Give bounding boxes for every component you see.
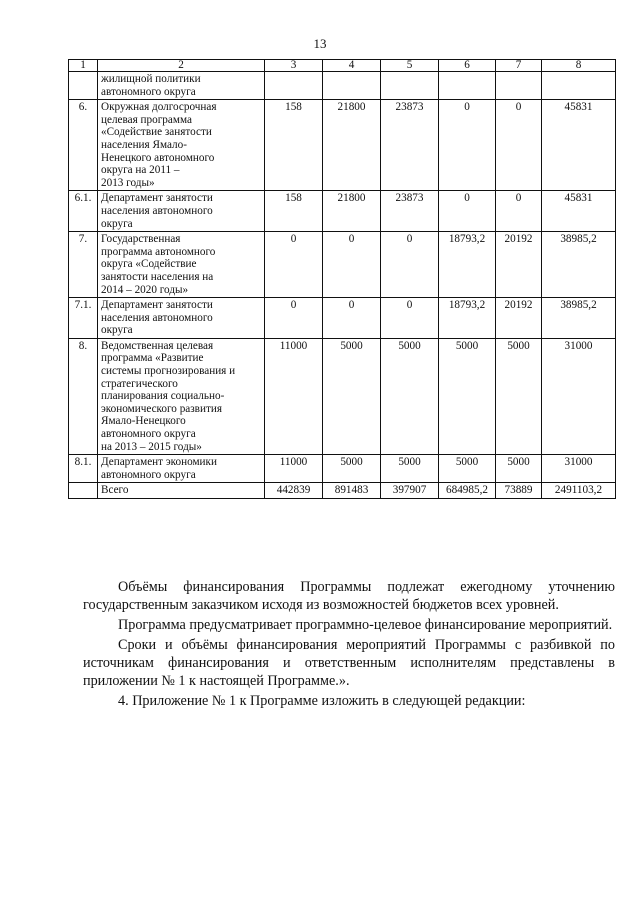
row-name: Всего bbox=[98, 483, 265, 499]
cell-col-6: 684985,2 bbox=[439, 483, 496, 499]
table-total-row bbox=[69, 483, 616, 499]
table-row bbox=[69, 100, 616, 191]
table-row bbox=[69, 72, 616, 100]
cell-col-7: 73889 bbox=[496, 483, 542, 499]
cell-col-7 bbox=[496, 72, 542, 100]
cell-col-4: 5000 bbox=[323, 455, 381, 483]
header-col-8: 8 bbox=[542, 60, 616, 72]
row-index bbox=[69, 72, 98, 100]
paragraph-funding-terms: Сроки и объёмы финансирования мероприятий Программы с разбивкой по источникам финансирования и ответственным исполнителям представлены в приложении № 1 к настоящей Программе.». bbox=[83, 637, 615, 689]
table-row bbox=[69, 338, 616, 454]
cell-col-3: 442839 bbox=[265, 483, 323, 499]
row-index: 7.1. bbox=[69, 298, 98, 339]
header-col-7: 7 bbox=[496, 60, 542, 72]
table-row bbox=[69, 232, 616, 298]
row-index: 8. bbox=[69, 338, 98, 454]
cell-col-6: 5000 bbox=[439, 455, 496, 483]
cell-col-5: 5000 bbox=[381, 455, 439, 483]
cell-col-4: 0 bbox=[323, 232, 381, 298]
row-index: 8.1. bbox=[69, 455, 98, 483]
row-name: Ведомственная целевая программа «Развитие системы прогнозирования и стратегического планирования социально- экономического развития Ямало-Ненецкого автономного округа на 2013 – 2015 годы» bbox=[98, 338, 265, 454]
cell-col-8: 38985,2 bbox=[542, 232, 616, 298]
cell-col-4: 5000 bbox=[323, 338, 381, 454]
cell-col-7: 0 bbox=[496, 191, 542, 232]
cell-col-8: 45831 bbox=[542, 100, 616, 191]
row-index bbox=[69, 483, 98, 499]
table-row bbox=[69, 455, 616, 483]
cell-col-8: 31000 bbox=[542, 338, 616, 454]
table-header-row bbox=[69, 60, 616, 72]
table-row bbox=[69, 191, 616, 232]
row-index: 7. bbox=[69, 232, 98, 298]
header-col-6: 6 bbox=[439, 60, 496, 72]
cell-col-8 bbox=[542, 72, 616, 100]
cell-col-8: 45831 bbox=[542, 191, 616, 232]
cell-col-5: 5000 bbox=[381, 338, 439, 454]
cell-col-5 bbox=[381, 72, 439, 100]
paragraph-funding-volumes: Объёмы финансирования Программы подлежат ежегодному уточнению государственным заказчиком исходя из возможностей бюджетов всех уровней. bbox=[83, 579, 615, 613]
cell-col-7: 20192 bbox=[496, 298, 542, 339]
cell-col-5: 397907 bbox=[381, 483, 439, 499]
row-name: Департамент занятости населения автономного округа bbox=[98, 298, 265, 339]
table-row bbox=[69, 298, 616, 339]
header-col-3: 3 bbox=[265, 60, 323, 72]
cell-col-6 bbox=[439, 72, 496, 100]
row-name: Департамент занятости населения автономного округа bbox=[98, 191, 265, 232]
paragraph-program-funding: Программа предусматривает программно-целевое финансирование мероприятий. bbox=[118, 617, 613, 633]
header-col-4: 4 bbox=[323, 60, 381, 72]
cell-col-3: 11000 bbox=[265, 455, 323, 483]
cell-col-7: 5000 bbox=[496, 455, 542, 483]
cell-col-4: 891483 bbox=[323, 483, 381, 499]
header-col-1: 1 bbox=[69, 60, 98, 72]
cell-col-5: 23873 bbox=[381, 191, 439, 232]
cell-col-7: 5000 bbox=[496, 338, 542, 454]
cell-col-7: 20192 bbox=[496, 232, 542, 298]
cell-col-4: 21800 bbox=[323, 100, 381, 191]
cell-col-6: 0 bbox=[439, 100, 496, 191]
page-number: 13 bbox=[313, 36, 327, 51]
cell-col-8: 38985,2 bbox=[542, 298, 616, 339]
cell-col-3: 0 bbox=[265, 298, 323, 339]
header-col-5: 5 bbox=[381, 60, 439, 72]
row-index: 6.1. bbox=[69, 191, 98, 232]
cell-col-8: 2491103,2 bbox=[542, 483, 616, 499]
cell-col-6: 0 bbox=[439, 191, 496, 232]
cell-col-4: 0 bbox=[323, 298, 381, 339]
header-col-2: 2 bbox=[98, 60, 265, 72]
cell-col-6: 18793,2 bbox=[439, 232, 496, 298]
financing-table bbox=[68, 59, 616, 499]
cell-col-5: 0 bbox=[381, 298, 439, 339]
cell-col-5: 0 bbox=[381, 232, 439, 298]
cell-col-4: 21800 bbox=[323, 191, 381, 232]
row-name: Окружная долгосрочная целевая программа «Содействие занятости населения Ямало- Ненецкого автономного округа на 2011 – 2013 годы» bbox=[98, 100, 265, 191]
cell-col-7: 0 bbox=[496, 100, 542, 191]
cell-col-3 bbox=[265, 72, 323, 100]
cell-col-6: 18793,2 bbox=[439, 298, 496, 339]
body-text bbox=[83, 578, 615, 710]
row-index: 6. bbox=[69, 100, 98, 191]
cell-col-6: 5000 bbox=[439, 338, 496, 454]
cell-col-8: 31000 bbox=[542, 455, 616, 483]
cell-col-4 bbox=[323, 72, 381, 100]
row-name: Государственная программа автономного округа «Содействие занятости населения на 2014 – 2020 годы» bbox=[98, 232, 265, 298]
cell-col-3: 0 bbox=[265, 232, 323, 298]
cell-col-3: 11000 bbox=[265, 338, 323, 454]
row-name: жилищной политики автономного округа bbox=[98, 72, 265, 100]
cell-col-3: 158 bbox=[265, 100, 323, 191]
paragraph-appendix-edit: 4. Приложение № 1 к Программе изложить в следующей редакции: bbox=[118, 693, 526, 709]
cell-col-5: 23873 bbox=[381, 100, 439, 191]
row-name: Департамент экономики автономного округа bbox=[98, 455, 265, 483]
cell-col-3: 158 bbox=[265, 191, 323, 232]
